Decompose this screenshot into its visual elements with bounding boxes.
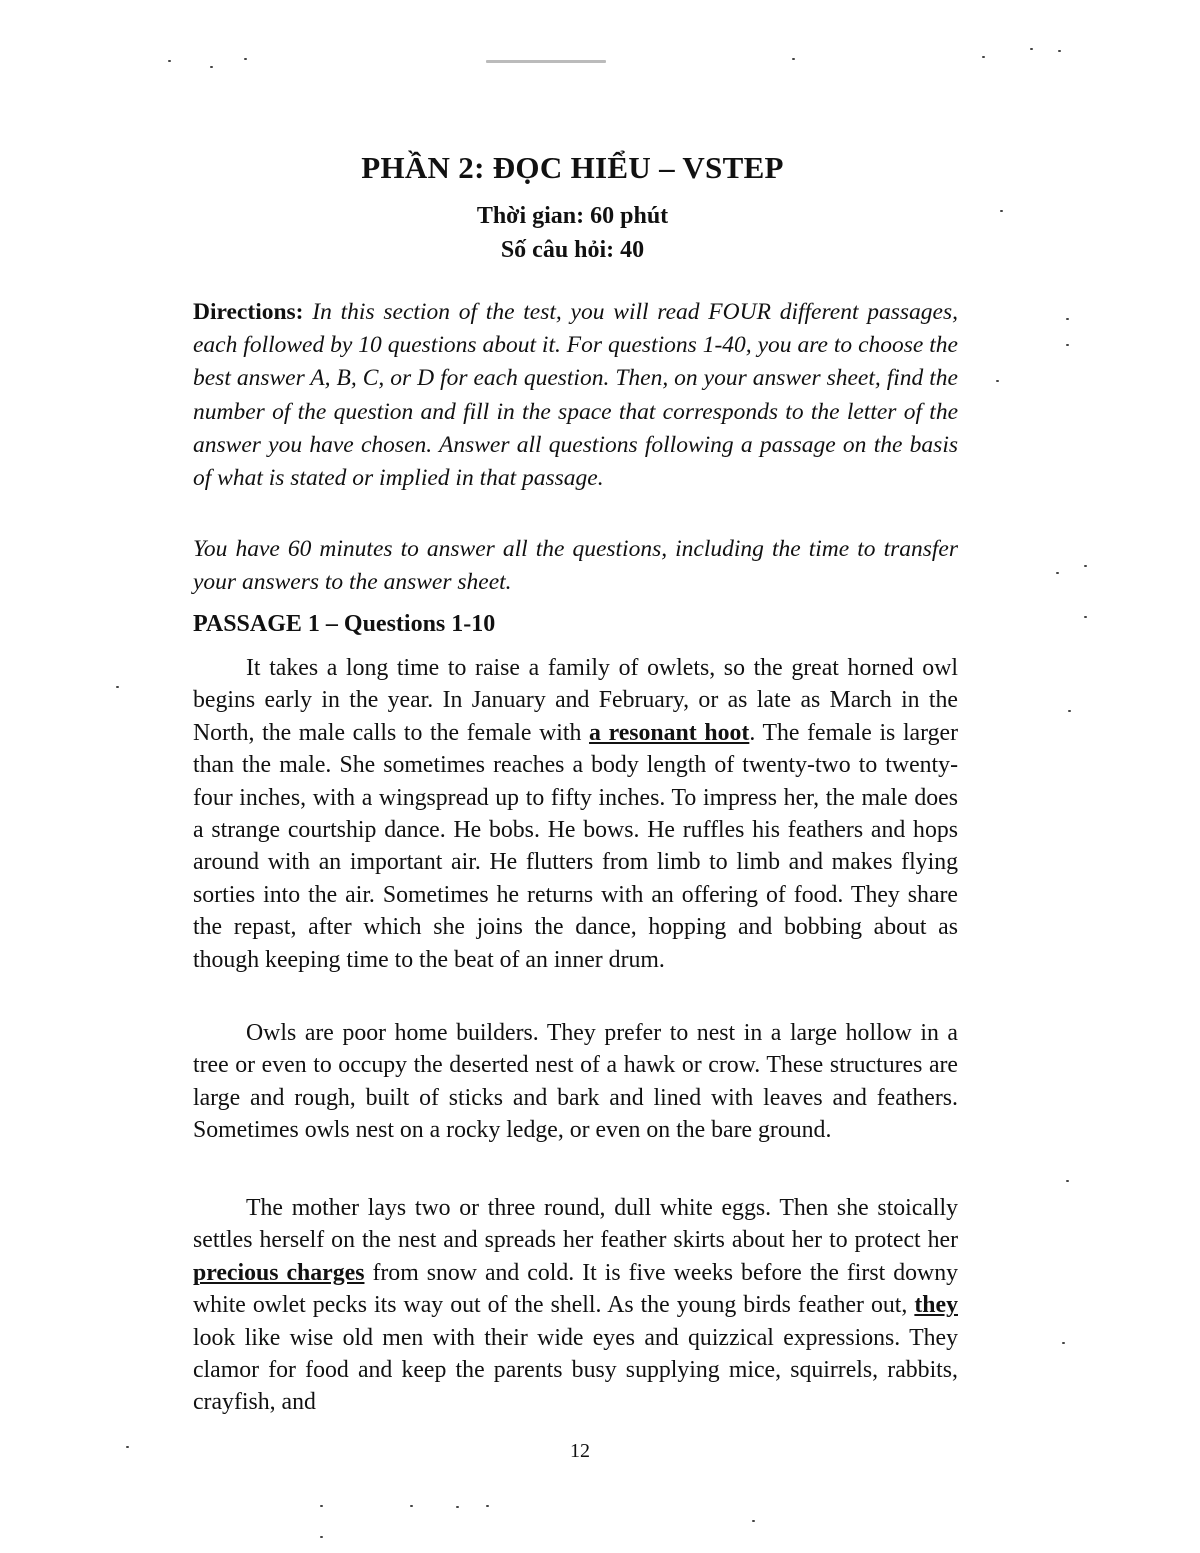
scan-speck	[1030, 48, 1033, 50]
passage-heading: PASSAGE 1 – Questions 1-10	[193, 611, 496, 637]
time-note: You have 60 minutes to answer all the questions, including the time to transfer your answers to the answer sheet.	[193, 536, 958, 596]
scan-speck	[320, 1505, 323, 1507]
passage-text: It takes a long time to raise a family of owlets, so the great horned owl begins early in the year. In January and February, or as late as March in the North, the male calls to the female with	[193, 655, 958, 746]
scan-speck	[1084, 616, 1087, 618]
highlighted-phrase: they	[914, 1292, 958, 1319]
passage-text: . The female is larger than the male. She sometimes reaches a body length of twenty-two to twenty-four inches, with a wingspread up to fifty inches. To impress her, the male does a strange courtship dance. He bobs. He bows. He ruffles his feathers and hops around with an important air. He flutters from limb to limb and makes flying sorties into the air. Sometimes he returns with an offering of food. They share the repast, after which she joins the dance, hopping and bobbing about as though keeping time to the beat of an inner drum.	[193, 719, 958, 973]
scan-speck	[244, 58, 247, 60]
scan-speck	[1056, 572, 1059, 574]
highlighted-phrase: a resonant hoot	[589, 719, 750, 746]
time-limit: Thời gian: 60 phút	[476, 203, 669, 229]
passage-text: from snow and cold. It is five weeks before the first downy white owlet pecks its way out of the shell. As the young birds feather out,	[193, 1259, 958, 1319]
scan-speck	[410, 1505, 413, 1507]
scan-speck	[1062, 1342, 1065, 1344]
scan-speck	[1066, 318, 1069, 320]
scan-speck	[486, 1505, 489, 1507]
question-count: Số câu hỏi: 40	[500, 237, 645, 263]
passage-paragraph-2: Owls are poor home builders. They prefer to nest in a large hollow in a tree or even to occupy the deserted nest of a hawk or crow. These structures are large and rough, built of sticks and bark and lined with leaves and feathers. Sometimes owls nest on a rocky ledge, or even on the bare ground.	[193, 1020, 958, 1144]
passage-text: look like wise old men with their wide eyes and quizzical expressions. They clamor for food and keep the parents busy supplying mice, squirrels, rabbits, crayfish, and	[193, 1324, 958, 1416]
scan-speck	[792, 58, 795, 60]
passage-paragraph-1	[193, 652, 958, 976]
scan-speck	[1066, 344, 1069, 346]
scan-speck	[116, 686, 119, 688]
scan-speck	[1058, 50, 1061, 52]
scan-speck	[752, 1520, 755, 1522]
scan-speck	[210, 66, 213, 68]
passage-paragraph-3	[193, 1192, 958, 1419]
scan-speck	[996, 380, 999, 382]
scan-speck	[456, 1506, 459, 1508]
scan-speck	[320, 1536, 323, 1538]
directions-text: In this section of the test, you will read FOUR different passages, each followed by 10 questions about it. For questions 1-40, you are to choose the best answer A, B, C, or D for each question. Then, on your answer sheet, find the number of the question and fill in the space that corresponds to the letter of the answer you have chosen. Answer all questions following a passage on the basis of what is stated or implied in that passage.	[193, 299, 958, 492]
scan-speck	[168, 60, 171, 62]
scan-speck	[1084, 565, 1087, 567]
directions-label: Directions:	[193, 299, 304, 325]
page-title: PHẦN 2: ĐỌC HIỂU – VSTEP	[361, 150, 784, 185]
scan-speck	[982, 56, 985, 58]
directions-paragraph	[193, 296, 958, 495]
scan-speck	[1068, 710, 1071, 712]
scan-speck	[486, 60, 606, 63]
scan-speck	[1066, 1180, 1069, 1182]
passage-text: The mother lays two or three round, dull white eggs. Then she stoically settles herself on the nest and spreads her feather skirts about her to protect her	[193, 1195, 958, 1254]
highlighted-phrase: precious charges	[193, 1259, 365, 1286]
page-number: 12	[570, 1440, 590, 1462]
